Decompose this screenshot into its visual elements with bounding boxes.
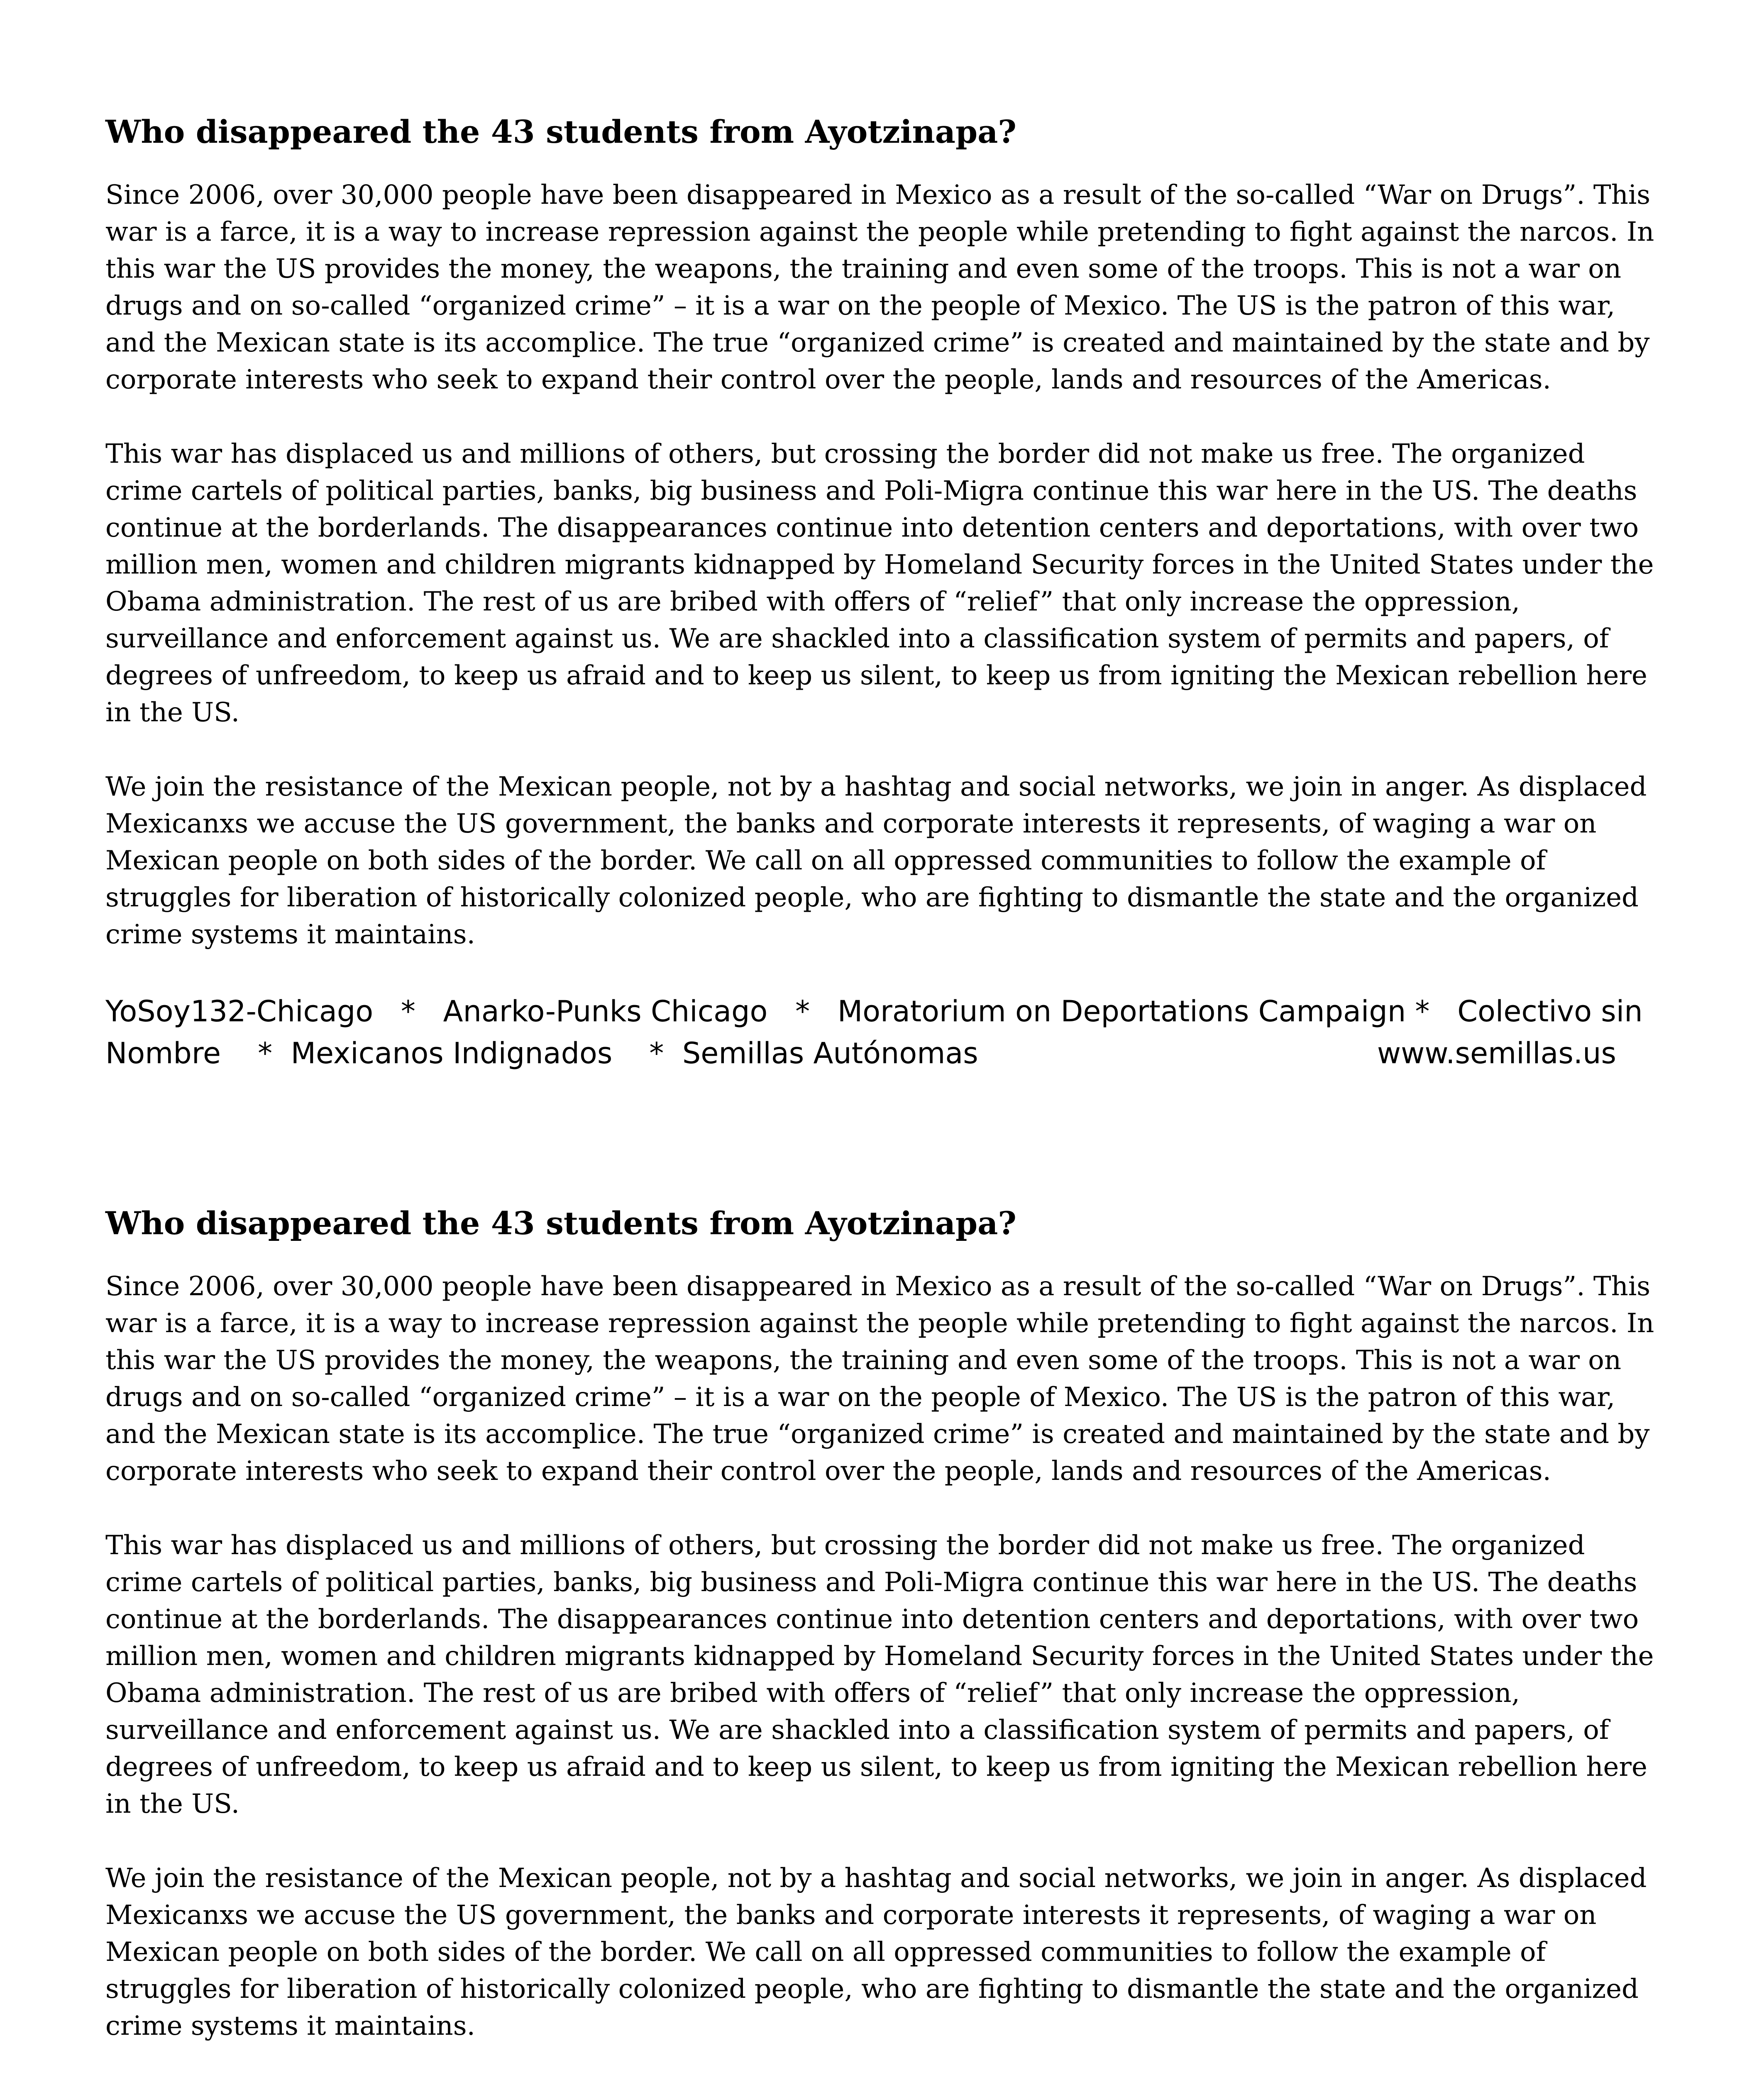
paragraph-war-on-drugs: Since 2006, over 30,000 people have been disappeared in Mexico as a result of the so-called “War on Drugs”. This war is a farce, it is a way to increase repression against the people while pretending to fight against the narcos. In this war the US provides the money, the weapons, the training and even some of the troops. This is not a war on drugs and on so-called “organized crime” – it is a war on the people of Mexico. The US is the patron of this war, and the Mexican state is its accomplice. The true “organized crime” is created and maintained by the state and by corporate interests who seek to expand their control over the people, lands and resources of the Americas.: [105, 1271, 1654, 1487]
orgs-line-2-row: [105, 1033, 1616, 1074]
website-link[interactable]: www.semillas.us: [1377, 1036, 1616, 1070]
paragraph-resistance: We join the resistance of the Mexican people, not by a hashtag and social networks, we join in anger. As displaced Mexicanxs we accuse the US government, the banks and corporate interests it represents, of waging a war on Mexican people on both sides of the border. We call on all oppressed communities to follow the example of struggles for liberation of historically colonized people, who are fighting to dismantle the state and the organized crime systems it maintains.: [105, 1863, 1647, 2041]
orgs-line-2: Nombre * Mexicanos Indignados * Semillas Autónomas: [105, 1036, 978, 1070]
flyer-title: Who disappeared the 43 students from Ayotzinapa?: [105, 1205, 1016, 1242]
paragraph-resistance: We join the resistance of the Mexican people, not by a hashtag and social networks, we join in anger. As displaced Mexicanxs we accuse the US government, the banks and corporate interests it represents, of waging a war on Mexican people on both sides of the border. We call on all oppressed communities to follow the example of struggles for liberation of historically colonized people, who are fighting to dismantle the state and the organized crime systems it maintains.: [105, 771, 1647, 950]
signatory-organizations: [105, 991, 1666, 1074]
flyer-top: [105, 112, 1666, 1074]
flyer-bottom: [105, 1204, 1666, 2075]
orgs-line-1: YoSoy132-Chicago * Anarko-Punks Chicago * Moratorium on Deportations Campaign * Colectivo sin: [105, 994, 1643, 1028]
paragraph-war-on-drugs: Since 2006, over 30,000 people have been disappeared in Mexico as a result of the so-called “War on Drugs”. This war is a farce, it is a way to increase repression against the people while pretending to fight against the narcos. In this war the US provides the money, the weapons, the training and even some of the troops. This is not a war on drugs and on so-called “organized crime” – it is a war on the people of Mexico. The US is the patron of this war, and the Mexican state is its accomplice. The true “organized crime” is created and maintained by the state and by corporate interests who seek to expand their control over the people, lands and resources of the Americas.: [105, 180, 1654, 395]
flyer-title: Who disappeared the 43 students from Ayotzinapa?: [105, 113, 1016, 150]
paragraph-displacement: This war has displaced us and millions of others, but crossing the border did not make us free. The organized crime cartels of political parties, banks, big business and Poli-Migra continue this war here in the US. The deaths continue at the borderlands. The disappearances continue into detention centers and deportations, with over two million men, women and children migrants kidnapped by Homeland Security forces in the United States under the Obama administration. The rest of us are bribed with offers of “relief” that only increase the oppression, surveillance and enforcement against us. We are shackled into a classification system of permits and papers, of degrees of unfreedom, to keep us afraid and to keep us silent, to keep us from igniting the Mexican rebellion here in the US.: [105, 1530, 1654, 1819]
paragraph-displacement: This war has displaced us and millions of others, but crossing the border did not make us free. The organized crime cartels of political parties, banks, big business and Poli-Migra continue this war here in the US. The deaths continue at the borderlands. The disappearances continue into detention centers and deportations, with over two million men, women and children migrants kidnapped by Homeland Security forces in the United States under the Obama administration. The rest of us are bribed with offers of “relief” that only increase the oppression, surveillance and enforcement against us. We are shackled into a classification system of permits and papers, of degrees of unfreedom, to keep us afraid and to keep us silent, to keep us from igniting the Mexican rebellion here in the US.: [105, 439, 1654, 728]
